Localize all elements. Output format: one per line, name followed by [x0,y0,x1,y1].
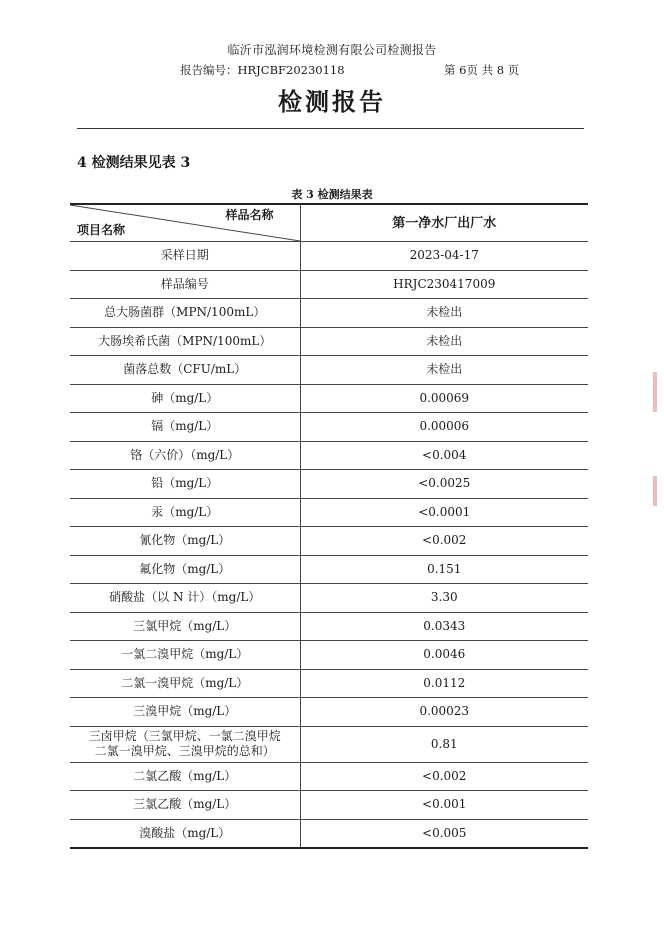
seal-edge-mark [653,372,657,412]
header-divider [77,128,584,129]
result-value-cell: 0.0112 [300,669,588,698]
table-row [70,270,588,299]
item-name-cell: 菌落总数（CFU/mL） [70,356,300,385]
table-row [70,726,588,762]
result-value-cell: 0.151 [300,555,588,584]
result-value-cell: 0.0046 [300,641,588,670]
table-row [70,698,588,727]
sample-name-header: 第一净水厂出厂水 [300,204,588,242]
sample-name-label: 样品名称 [225,208,274,222]
item-name-cell: 三氯甲烷（mg/L） [70,612,300,641]
table-row [70,612,588,641]
table-row [70,791,588,820]
result-value-cell: 0.0343 [300,612,588,641]
item-name-cell: 一氯二溴甲烷（mg/L） [70,641,300,670]
result-value-cell: 0.00069 [300,384,588,413]
result-value-cell: 3.30 [300,584,588,613]
table-row [70,527,588,556]
item-name-cell: 大肠埃希氏菌（MPN/100mL） [70,327,300,356]
seal-edge-mark [653,476,657,506]
table-row [70,669,588,698]
result-value-cell: 未检出 [300,299,588,328]
result-value-cell: <0.005 [300,819,588,848]
item-name-cell: 铅（mg/L） [70,470,300,499]
page-info: 第 6页 共 8 页 [444,63,520,77]
section-heading: 4 检测结果见表 3 [77,155,191,171]
item-name-cell: 氰化物（mg/L） [70,527,300,556]
result-value-cell: 0.00006 [300,413,588,442]
result-value-cell: 2023-04-17 [300,242,588,271]
table-row [70,498,588,527]
item-name-cell: 三氯乙酸（mg/L） [70,791,300,820]
results-table [70,203,588,849]
result-value-cell: 未检出 [300,327,588,356]
item-name-cell: 样品编号 [70,270,300,299]
report-number: 报告编号：HRJCBF20230118 [180,63,345,77]
item-name-cell: 溴酸盐（mg/L） [70,819,300,848]
result-value-cell: <0.001 [300,791,588,820]
result-value-cell: HRJC230417009 [300,270,588,299]
item-name-label: 项目名称 [77,223,126,237]
result-value-cell: <0.004 [300,441,588,470]
page-title: 检测报告 [278,88,386,116]
item-name-cell: 汞（mg/L） [70,498,300,527]
table-row [70,762,588,791]
diagonal-header-cell [70,204,300,242]
item-name-cell: 砷（mg/L） [70,384,300,413]
item-name-cell: 镉（mg/L） [70,413,300,442]
item-name-cell: 采样日期 [70,242,300,271]
table-row [70,584,588,613]
item-name-cell: 氟化物（mg/L） [70,555,300,584]
item-name-cell: 总大肠菌群（MPN/100mL） [70,299,300,328]
result-value-cell: <0.002 [300,762,588,791]
organization-header: 临沂市泓润环境检测有限公司检测报告 [227,43,437,57]
table-row [70,327,588,356]
table-row [70,356,588,385]
table-row [70,242,588,271]
result-value-cell: 0.00023 [300,698,588,727]
item-name-cell: 铬（六价）（mg/L） [70,441,300,470]
result-value-cell: 未检出 [300,356,588,385]
result-value-cell: <0.0025 [300,470,588,499]
table-row [70,470,588,499]
table-header-row [70,204,588,242]
table-row [70,299,588,328]
item-name-cell: 三溴甲烷（mg/L） [70,698,300,727]
table-row [70,384,588,413]
table-row [70,641,588,670]
table-caption: 表 3 检测结果表 [291,188,373,201]
result-value-cell: <0.002 [300,527,588,556]
table-row [70,819,588,848]
result-value-cell: <0.0001 [300,498,588,527]
item-name-cell: 三卤甲烷（三氯甲烷、一氯二溴甲烷 二氯一溴甲烷、三溴甲烷的总和） [70,726,300,762]
table-row [70,413,588,442]
result-value-cell: 0.81 [300,726,588,762]
item-name-cell: 硝酸盐（以 N 计）（mg/L） [70,584,300,613]
table-row [70,441,588,470]
item-name-cell: 二氯一溴甲烷（mg/L） [70,669,300,698]
item-name-cell: 二氯乙酸（mg/L） [70,762,300,791]
table-row [70,555,588,584]
